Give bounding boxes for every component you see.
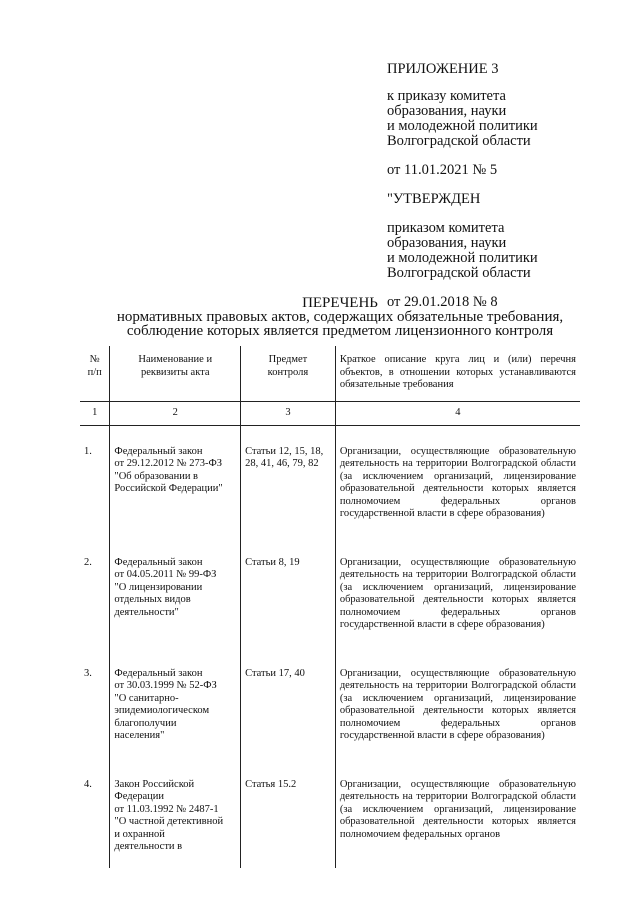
row-num: 4. — [80, 757, 110, 868]
order-date-line: от 11.01.2021 № 5 — [387, 162, 498, 178]
by-order-line: приказом комитета — [387, 220, 505, 236]
row-act: Закон Российской Федерации от 11.03.1992 № 2487-1 "О частной детективной и охранной деятельности в — [110, 757, 241, 868]
table-row — [80, 425, 580, 535]
header-name: Наименование и реквизиты акта — [110, 346, 241, 402]
table-header-row — [80, 346, 580, 402]
by-order-line: образования, науки — [387, 235, 507, 251]
row-subject: Статьи 12, 15, 18, 28, 41, 46, 79, 82 — [241, 425, 336, 535]
to-order-line: к приказу комитета — [387, 88, 506, 104]
header-num: № п/п — [80, 346, 110, 402]
to-order-line: Волгоградской области — [387, 133, 531, 149]
heading-subtitle-line: нормативных правовых актов, содержащих обязательные требования, — [116, 309, 564, 325]
approval-stamp — [387, 62, 627, 310]
column-number: 3 — [241, 402, 336, 426]
header-description: Краткое описание круга лиц и (или) перечня объектов, в отношении которых устанавливаются обязательные требования — [335, 346, 580, 402]
row-description: Организации, осуществляющие образовательную деятельность на территории Волгоградской области (за исключением организаций, лицензирование образовательной деятельности которых является полномочием федеральных органов — [339, 778, 576, 840]
column-numbers-row — [80, 402, 580, 426]
column-number: 1 — [80, 402, 110, 426]
to-order-line: и молодежной политики — [387, 118, 538, 134]
document-heading — [60, 296, 620, 338]
approved-title: "УТВЕРЖДЕН — [387, 191, 481, 207]
column-number: 2 — [110, 402, 241, 426]
header-subject: Предмет контроля — [241, 346, 336, 402]
table-row — [80, 535, 580, 646]
row-description: Организации, осуществляющие образовательную деятельность на территории Волгоградской области (за исключением организаций, лицензирование образовательной деятельности которых является полномочием федеральных органов государственной власти в сфере образования) — [339, 445, 576, 519]
by-order-line: Волгоградской области — [387, 265, 531, 281]
appendix-title: ПРИЛОЖЕНИЕ 3 — [387, 61, 499, 77]
row-subject: Статьи 17, 40 — [241, 646, 336, 757]
table-row — [80, 757, 580, 868]
heading-title: ПЕРЕЧЕНЬ — [302, 295, 378, 311]
row-num: 1. — [80, 425, 110, 535]
row-subject: Статья 15.2 — [241, 757, 336, 868]
row-description: Организации, осуществляющие образовательную деятельность на территории Волгоградской области (за исключением организаций, лицензирование образовательной деятельности которых является полномочием федеральных органов государственной власти в сфере образования) — [339, 556, 576, 630]
row-act: Федеральный закон от 29.12.2012 № 273-ФЗ "Об образовании в Российской Федерации" — [110, 425, 241, 535]
row-description: Организации, осуществляющие образовательную деятельность на территории Волгоградской области (за исключением организаций, лицензирование образовательной деятельности которых является полномочием федеральных органов государственной власти в сфере образования) — [339, 667, 576, 741]
acts-table — [80, 346, 580, 868]
to-order-line: образования, науки — [387, 103, 507, 119]
row-num: 3. — [80, 646, 110, 757]
row-act: Федеральный закон от 30.03.1999 № 52-ФЗ "О санитарно- эпидемиологическом благополучии населения" — [110, 646, 241, 757]
row-subject: Статьи 8, 19 — [241, 535, 336, 646]
row-act: Федеральный закон от 04.05.2011 № 99-ФЗ "О лицензировании отдельных видов деятельности" — [110, 535, 241, 646]
row-num: 2. — [80, 535, 110, 646]
column-number: 4 — [335, 402, 580, 426]
heading-subtitle-line: соблюдение которых является предметом лицензионного контроля — [126, 323, 554, 339]
approved-date-line: от 29.01.2018 № 8 — [387, 294, 498, 310]
table-row — [80, 646, 580, 757]
by-order-line: и молодежной политики — [387, 250, 538, 266]
